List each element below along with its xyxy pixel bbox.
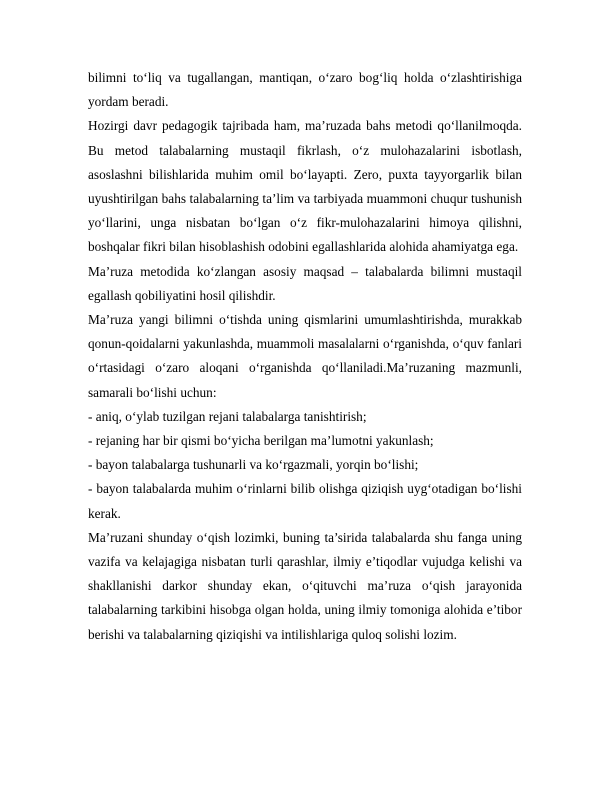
body-text — [88, 66, 522, 647]
list-item-reja: - aniq, o‘ylab tuzilgan rejani talabalarga tanishtirish; — [88, 408, 367, 424]
paragraph-maruza-qollanilishi: Ma’ruza yangi bilimni o‘tishda uning qismlarini umumlashtirishda, murakkab qonun-qoidalarni yakunlashda, muammoli masalalarni o‘rganishda, o‘quv fanlari o‘rtasidagi o‘zaro aloqani o‘rganishda qo‘llaniladi.Ma’ruzaning mazmunli, samarali bo‘lishi uchun: — [88, 312, 522, 400]
list-item-bayon-qiziqish: - bayon talabalarda muhim o‘rinlarni bilib olishga qiziqish uyg‘otadigan bo‘lishi kerak. — [88, 481, 522, 521]
paragraph-asosiy-maqsad: Ma’ruza metodida ko‘zlangan asosiy maqsad – talabalarda bilimni mustaqil egallash qobiliyatini hosil qilishdir. — [88, 263, 522, 303]
paragraph-maruzani-oqish: Ma’ruzani shunday o‘qish lozimki, buning ta’sirida talabalarda shu fanga uning vazifa va kelajagiga nisbatan turli qarashlar, ilmiy e’tiqodlar vujudga kelishi va shakllanishi darkor shunday ekan, o‘qituvchi ma’ruza o‘qish jarayonida talabalarning tarkibini hisobga olgan holda, uning ilmiy tomoniga alohida e’tibor berishi va talabalarning qiziqishi va intilishlariga quloq solishi lozim. — [88, 529, 522, 642]
paragraph-bahs-metodi: Hozirgi davr pedagogik tajribada ham, ma’ruzada bahs metodi qo‘llanilmoqda. Bu metod talabalarning mustaqil fikrlash, o‘z mulohazalarini isbotlash, asoslashni bilishlarida muhim omil bo‘layapti. Zero, puxta tayyorgarlik bilan uyushtirilgan bahs talabalarning ta’lim va tarbiyada muammoni chuqur tushunish yo‘llarini, unga nisbatan bo‘lgan o‘z fikr-mulohazalarini himoya qilishni, boshqalar fikri bilan hisoblashish odobini egallashlarida alohida ahamiyatga ega. — [88, 118, 522, 255]
paragraph-continuation: bilimni to‘liq va tugallangan, mantiqan, o‘zaro bog‘liq holda o‘zlashtirishiga yordam beradi. — [88, 70, 522, 110]
list-item-yakunlash: - rejaning har bir qismi bo‘yicha berilgan ma’lumotni yakunlash; — [88, 433, 434, 449]
list-item-bayon-tushunarli: - bayon talabalarga tushunarli va ko‘rgazmali, yorqin bo‘lishi; — [88, 457, 419, 473]
